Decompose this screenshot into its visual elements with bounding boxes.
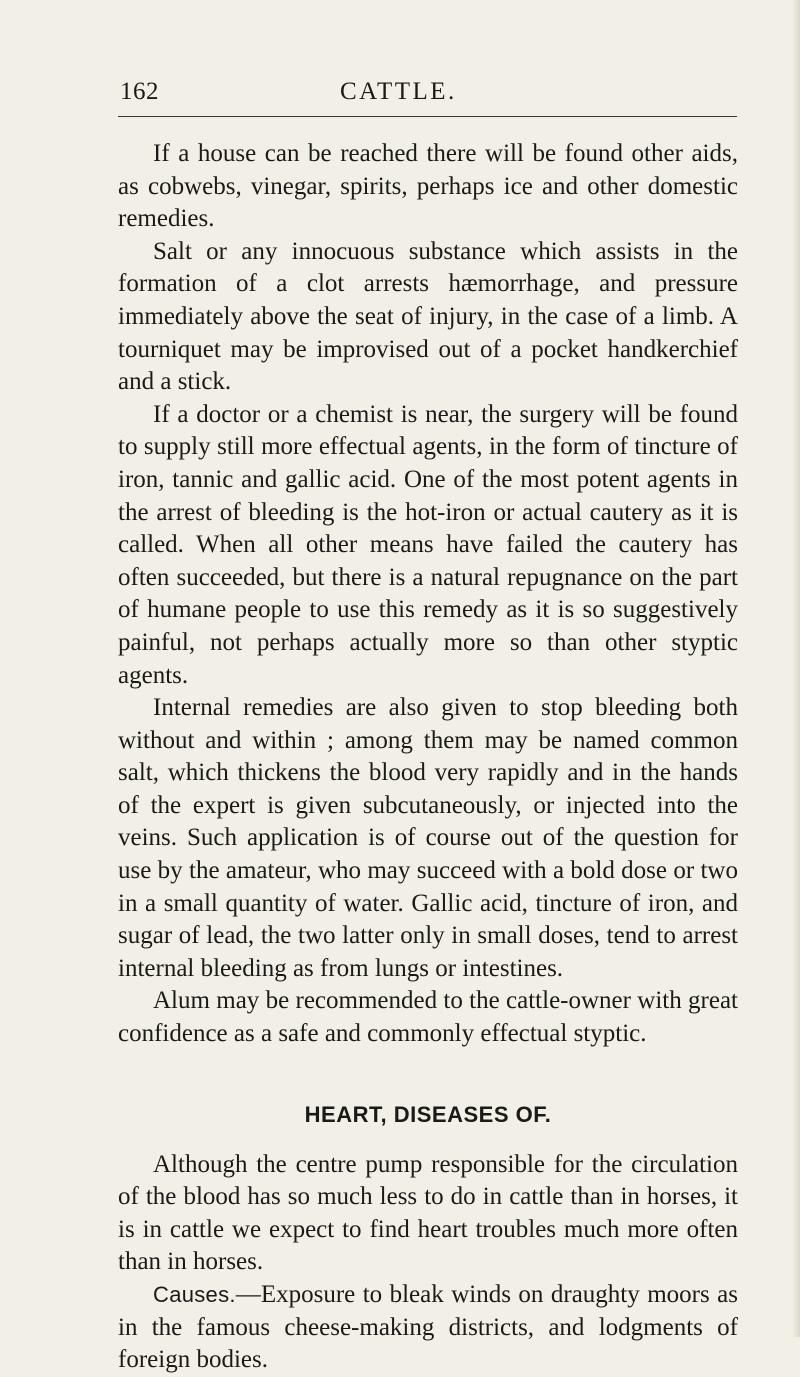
paragraph-house-aids: If a house can be reached there will be found other aids, as cobwebs, vinegar, spirits, perhaps ice and other domestic remedies. (118, 140, 738, 233)
causes-text: —Exposure to bleak winds on draughty moors as in the famous cheese-making districts, and lodgments of foreign bodies. (118, 1281, 738, 1374)
page-header (0, 78, 800, 108)
header-rule (118, 116, 737, 117)
causes-label: Causes. (153, 1282, 236, 1307)
running-title: CATTLE. (340, 78, 457, 105)
page-edge-shadow (792, 0, 800, 1337)
page-number: 162 (120, 78, 159, 105)
paragraph-salt-clot: Salt or any innocuous substance which assists in the formation of a clot arrests hæmorrhage, and pressure immediately above the seat of injury, in the case of a limb. A tourniquet may be improvised out of a pocket handkerchief and a stick. (118, 237, 738, 396)
paragraph-causes (118, 1279, 738, 1377)
body-text (118, 138, 738, 1377)
section-heading: HEART, DISEASES OF. (304, 1101, 552, 1127)
paragraph-alum: Alum may be recommended to the cattle-owner with great confidence as a safe and commonly effectual styptic. (118, 987, 738, 1048)
paragraph-internal-remedies: Internal remedies are also given to stop bleeding both without and within ; among them may be named common salt, which thickens the blood very rapidly and in the hands of the expert is given subcutaneously, or injected into the veins. Such application is of course out of the question for use by the amateur, who may succeed with a bold dose or two in a small quantity of water. Gallic acid, tincture of iron, and sugar of lead, the two latter only in small doses, tend to arrest internal bleeding as from lungs or intestines. (118, 694, 738, 982)
paragraph-doctor-chemist: If a doctor or a chemist is near, the surgery will be found to supply still more effectual agents, in the form of tincture of iron, tannic and gallic acid. One of the most potent agents in the arrest of bleeding is the hot-iron or actual cautery as it is called. When all other means have failed the cautery has often succeeded, but there is a natural repugnance on the part of humane people to use this remedy as it is so suggestively painful, not perhaps actually more so than other styptic agents. (118, 400, 738, 689)
paragraph-heart-intro: Although the centre pump responsible for the circulation of the blood has so much less to do in cattle than in horses, it is in cattle we expect to find heart troubles much more often than in horses. (118, 1150, 738, 1276)
